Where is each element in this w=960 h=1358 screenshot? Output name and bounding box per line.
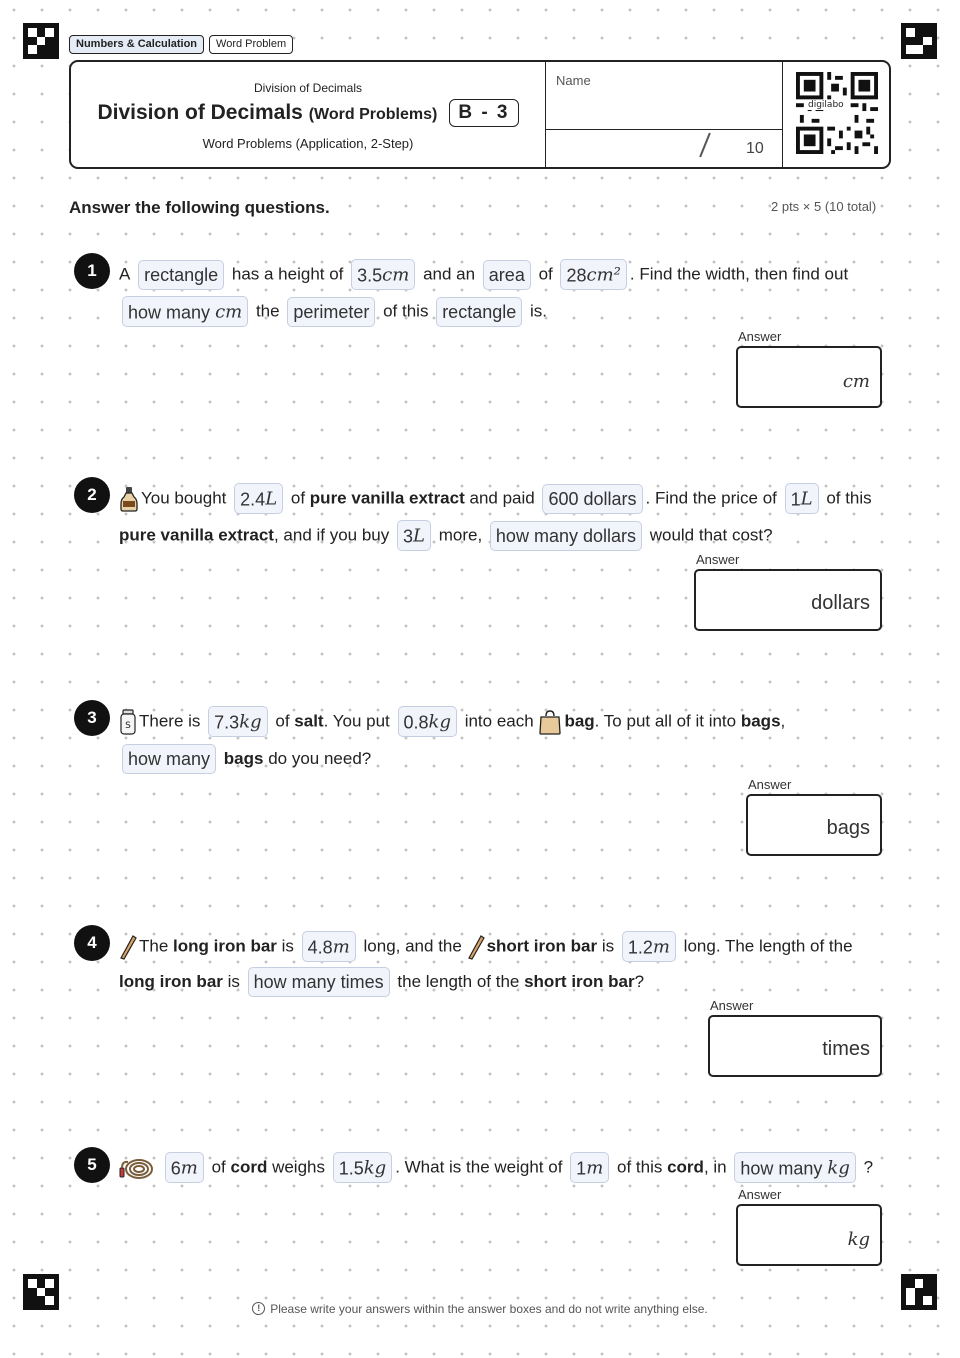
q3-text: . You put bbox=[323, 711, 390, 731]
q5-unit: m bbox=[180, 1157, 198, 1179]
q2-number: 2.4 bbox=[240, 489, 266, 510]
question-number: 5 bbox=[74, 1147, 110, 1183]
q4-text: is bbox=[227, 972, 240, 991]
q1-highlight-value bbox=[351, 259, 415, 290]
answer-box-2[interactable] bbox=[694, 569, 882, 631]
q1-text: of this bbox=[383, 301, 429, 321]
q5-text: . What is the weight of bbox=[395, 1157, 563, 1177]
q1-text: A bbox=[119, 264, 131, 284]
q1-unit: cm bbox=[382, 264, 410, 286]
answer-label: Answer bbox=[748, 777, 792, 792]
q4-unit: m bbox=[332, 936, 350, 958]
answer-box-5[interactable] bbox=[736, 1204, 882, 1266]
category-tags bbox=[69, 35, 293, 54]
question-4-line-2 bbox=[119, 967, 644, 997]
answer-unit: kg bbox=[847, 1229, 870, 1250]
question-2-line-1 bbox=[119, 483, 872, 514]
qr-brand-label: digilabo bbox=[808, 100, 844, 110]
q3-number: 7.3 bbox=[214, 712, 240, 733]
q5-item: cord bbox=[230, 1157, 268, 1177]
q1-unit: cm bbox=[215, 301, 243, 323]
question-4-line-1 bbox=[119, 931, 853, 962]
q3-unit: kg bbox=[239, 711, 262, 733]
q2-text: . Find the price of bbox=[645, 488, 777, 508]
answer-label: Answer bbox=[738, 329, 782, 344]
q3-item: salt bbox=[294, 711, 324, 731]
q1-number: 28 bbox=[566, 265, 587, 286]
question-number: 2 bbox=[74, 477, 110, 513]
q4-number: 4.8 bbox=[307, 937, 333, 958]
q1-unit: cm² bbox=[586, 264, 621, 286]
vanilla-bottle-icon bbox=[119, 486, 139, 512]
worksheet-code: B - 3 bbox=[449, 99, 518, 127]
q5-unit: kg bbox=[363, 1157, 387, 1179]
svg-text:S: S bbox=[125, 720, 131, 731]
q5-highlight-value bbox=[165, 1152, 204, 1183]
info-icon: ! bbox=[252, 1302, 265, 1315]
corner-marker-top-left bbox=[23, 23, 59, 59]
iron-bar-icon bbox=[467, 934, 485, 960]
q5-highlight-value bbox=[333, 1152, 392, 1183]
answer-unit: cm bbox=[842, 371, 870, 392]
footer-note bbox=[0, 1300, 960, 1316]
q5-number: 1.5 bbox=[338, 1158, 364, 1179]
q1-highlight: rectangle bbox=[138, 260, 224, 290]
question-number: 4 bbox=[74, 925, 110, 961]
cord-icon bbox=[119, 1155, 155, 1181]
page-title bbox=[97, 101, 437, 125]
question-2-line-2 bbox=[119, 520, 773, 551]
bag-icon bbox=[538, 709, 562, 735]
q1-number: 3.5 bbox=[357, 265, 383, 286]
tag-category: Numbers & Calculation bbox=[69, 35, 204, 54]
q1-highlight-question bbox=[122, 296, 248, 327]
q5-number: 6 bbox=[170, 1158, 181, 1179]
q2-highlight-value bbox=[397, 520, 431, 551]
q5-text: weighs bbox=[272, 1157, 325, 1177]
answer-box-1[interactable] bbox=[736, 346, 882, 408]
name-field[interactable] bbox=[545, 62, 782, 130]
question-1-line-1 bbox=[119, 259, 848, 290]
q2-text: and paid bbox=[469, 488, 535, 508]
q3-highlight-value bbox=[208, 706, 267, 737]
q4-text: The bbox=[139, 936, 169, 956]
salt-shaker-icon bbox=[119, 709, 137, 735]
q2-item: pure vanilla extract bbox=[309, 488, 465, 508]
q4-highlight-question: how many times bbox=[248, 967, 390, 997]
q4-unit: m bbox=[652, 936, 670, 958]
q3-item: bag bbox=[564, 711, 595, 731]
q5-highlight-value bbox=[570, 1152, 609, 1183]
q4-highlight-value bbox=[302, 931, 356, 962]
q1-text: has a height of bbox=[231, 264, 344, 284]
score-slash bbox=[699, 133, 711, 158]
q3-number: 0.8 bbox=[403, 712, 429, 733]
q2-text: of this bbox=[826, 488, 872, 508]
q1-highlight: area bbox=[483, 260, 531, 290]
q1-text: of bbox=[538, 264, 553, 284]
q2-unit: L bbox=[413, 525, 425, 547]
q4-text: the length of the bbox=[397, 972, 520, 991]
q2-text: , and if you buy bbox=[273, 525, 390, 545]
q3-unit: kg bbox=[428, 711, 451, 733]
question-5-line-1 bbox=[119, 1152, 873, 1183]
q5-unit: kg bbox=[827, 1157, 850, 1179]
answer-unit: dollars bbox=[811, 592, 870, 614]
q2-text: of bbox=[290, 488, 306, 508]
q5-item: cord bbox=[667, 1157, 704, 1177]
question-3-line-2 bbox=[119, 744, 371, 774]
score-total: 10 bbox=[746, 140, 764, 157]
q5-text: of bbox=[211, 1157, 226, 1177]
answer-box-4[interactable] bbox=[708, 1015, 882, 1077]
points-info: 2 pts × 5 (10 total) bbox=[771, 199, 877, 214]
q3-highlight-question: how many bbox=[122, 744, 216, 774]
q3-text: into each bbox=[464, 711, 534, 731]
q2-unit: L bbox=[265, 488, 278, 510]
q2-highlight: 600 dollars bbox=[542, 484, 642, 514]
q5-unit: m bbox=[586, 1157, 604, 1179]
q1-highlight-value bbox=[560, 259, 626, 290]
answer-box-3[interactable] bbox=[746, 794, 882, 856]
q5-text: of this bbox=[617, 1157, 663, 1177]
q4-item: short iron bar bbox=[524, 972, 635, 991]
footer-text: Please write your answers within the answer boxes and do not write anything else. bbox=[270, 1301, 708, 1316]
score-field[interactable] bbox=[545, 130, 782, 167]
corner-marker-top-right bbox=[901, 23, 937, 59]
question-number: 3 bbox=[74, 700, 110, 736]
q2-number: 1 bbox=[790, 489, 801, 510]
footer-note-inner bbox=[248, 1302, 712, 1316]
q3-text: . To put all of it into bbox=[594, 711, 737, 731]
q1-text: and an bbox=[423, 264, 476, 284]
q2-text: You bought bbox=[141, 488, 227, 508]
q2-text: more, bbox=[438, 525, 483, 545]
q5-text: , in bbox=[703, 1157, 727, 1177]
q4-number: 1.2 bbox=[627, 937, 653, 958]
q1-text: the bbox=[255, 301, 280, 321]
q5-how-many: how many bbox=[740, 1158, 823, 1179]
q4-item: short iron bar bbox=[486, 936, 598, 956]
q1-text: is. bbox=[529, 301, 547, 321]
worksheet-header bbox=[69, 60, 891, 169]
q2-highlight-value bbox=[234, 483, 283, 514]
answer-label: Answer bbox=[696, 552, 740, 567]
q1-how-many: how many bbox=[128, 302, 211, 323]
q2-item: pure vanilla extract bbox=[119, 525, 274, 545]
q4-text: is bbox=[601, 936, 615, 956]
question-number: 1 bbox=[74, 253, 110, 289]
q4-text: ? bbox=[634, 972, 645, 991]
q2-highlight-value bbox=[785, 483, 819, 514]
answer-unit: bags bbox=[826, 817, 870, 839]
q4-item: long iron bar bbox=[119, 972, 223, 991]
page-title-paren: (Word Problems) bbox=[308, 106, 438, 123]
q5-text: ? bbox=[863, 1157, 874, 1177]
header-subtitle: Division of Decimals bbox=[253, 81, 363, 95]
qr-code-icon bbox=[796, 72, 878, 159]
q4-item: long iron bar bbox=[173, 936, 277, 956]
q2-unit: L bbox=[800, 488, 813, 510]
header-description: Word Problems (Application, 2-Step) bbox=[202, 136, 414, 151]
answer-label: Answer bbox=[738, 1187, 782, 1202]
instructions: Answer the following questions. bbox=[69, 198, 334, 218]
q3-item: bags bbox=[740, 711, 781, 731]
q3-item: bags bbox=[223, 749, 264, 768]
name-label: Name bbox=[556, 73, 591, 88]
question-3-line-1 bbox=[119, 706, 785, 737]
q1-highlight: perimeter bbox=[287, 297, 375, 327]
q4-text: long, and the bbox=[363, 936, 462, 956]
qr-code-area bbox=[782, 62, 891, 167]
answer-label: Answer bbox=[710, 998, 754, 1013]
iron-bar-icon bbox=[119, 934, 137, 960]
q3-text: , bbox=[780, 711, 786, 731]
q3-text: There is bbox=[139, 711, 201, 731]
q2-number: 3 bbox=[403, 526, 414, 547]
q5-number: 1 bbox=[576, 1158, 587, 1179]
page-title-main: Division of Decimals bbox=[97, 101, 303, 124]
q2-text: would that cost? bbox=[649, 525, 773, 545]
q5-highlight-question bbox=[734, 1152, 856, 1183]
q1-text: . Find the width, then find out bbox=[629, 264, 849, 284]
q3-highlight-value bbox=[398, 706, 457, 737]
q3-text: do you need? bbox=[268, 749, 372, 768]
q1-highlight: rectangle bbox=[436, 297, 522, 327]
q4-highlight-value bbox=[622, 931, 676, 962]
q3-text: of bbox=[275, 711, 290, 731]
q4-text: long. The length of the bbox=[683, 936, 853, 956]
q2-highlight-question: how many dollars bbox=[490, 521, 642, 551]
q4-text: is bbox=[281, 936, 294, 956]
answer-unit: times bbox=[822, 1038, 870, 1060]
question-1-line-2 bbox=[119, 296, 547, 327]
header-title-block bbox=[71, 62, 545, 167]
tag-type: Word Problem bbox=[209, 35, 293, 54]
header-title-row bbox=[71, 99, 545, 127]
